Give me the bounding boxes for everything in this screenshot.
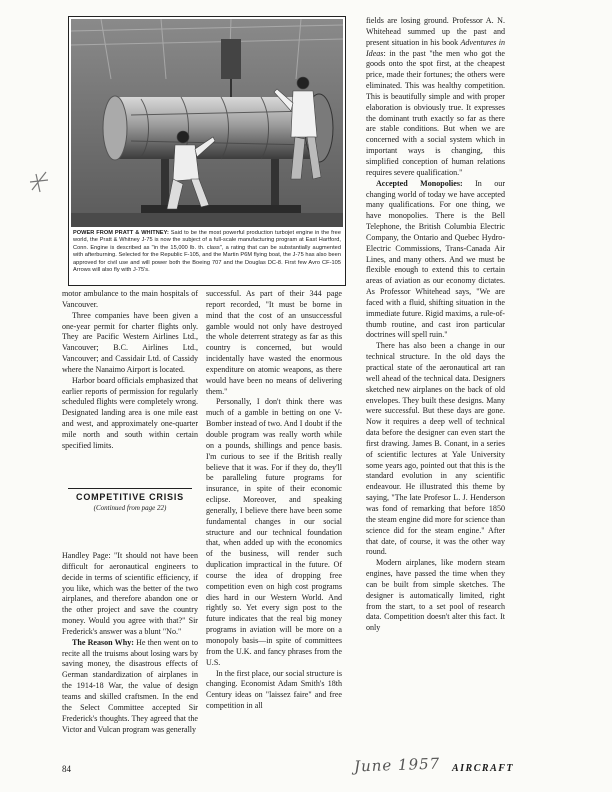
- article-title: COMPETITIVE CRISIS: [76, 492, 184, 502]
- handwritten-date: June 1957: [353, 754, 441, 776]
- engine-photo: [71, 19, 343, 227]
- paragraph-text: : in the past "the men who got the goods onto the spot first, at the cheapest price, made their fortunes; the others were eliminated. This was healthy competition. This is beautifully simple and with proper elaboration is obviously true. It expresses the dominant truth exactly so far as there are stable conditions. But when we are concerned with a social system which in important ways is changing, this simplified conception of human relations requires severe qualification.": [366, 48, 505, 177]
- paragraph: There has also been a change in our technical structure. In the old days the practical state of the aeronautical art ran well ahead of the technical data. Designers sketched new airplanes on the back of old envelopes. They built these designs. Many were successful. But these days are gone. Now it requires a deep well of technical data before the designer can even start the first drawing. James B. Conant, in a series of scientific lectures at Yale University some years ago, pointed out that this is the standard evolution in any scientific endeavour. He illustrated this theme by saying, "The late Profesor L. J. Henderson was fond of remarking that before 1850 the steam engine did more for science than science did for the steam engine." After that date, of course, it was the other way round.: [366, 341, 505, 557]
- paragraph: Harbor board officials emphasized that earlier reports of permission for regularly scheduled flights were completely wrong. Designated landing area is one mile east and west, and approximately one-quarter mile north and south within certain specified limits.: [62, 375, 198, 450]
- book-title: Adventures in Ideas: [366, 37, 505, 58]
- handwritten-mark: [28, 168, 50, 199]
- column-3: [366, 16, 505, 634]
- caption-body: Said to be the most powerful production turbojet engine in the free world, the Pratt & Whitney J-75 is now the subject of a full-scale manufacturing program at East Hartford, Conn. Engine is described as "in the 15,000 lb. th. class", a rating that can be substantially augmented with afterburning. Selected for the Republic F-105, and the Martin P6M flying boat, the J-75 has also been approved for civil use and will power both the Boeing 707 and the Douglas DC-8. First few Avro CF-105 Arrows will also fly with J-75's.: [73, 230, 341, 274]
- article-heading: [62, 488, 198, 518]
- paragraph: [366, 16, 505, 179]
- paragraph: Handley Page: "It should not have been difficult for aeronautical engineers to decide in terms of scientific efficiency, if you like, which was the better of the two airplanes, and therefore abandon one or the other project and save the country money. Would you agree with that?" Sir Frederick's answer was a blunt "No.": [62, 551, 198, 636]
- paragraph: successful. As part of their 344 page report recorded, "It must be borne in mind that the cost of an unsuccessful gamble would not only have destroyed the whole deterrent strategy as far as this country is concerned, but would incidentally have wasted the enormous expenditure on atomic weapons, as there would have been no means of delivering them.": [206, 289, 342, 396]
- magazine-name: AIRCRAFT: [452, 763, 515, 774]
- paragraph: Personally, I don't think there was much of a gamble in betting on one V-Bomber instead of two. And I doubt if the double program was really worth while on a pounds, shillings and pence basis. I'm curious to see if the British really believe that it was. For if they do, they'll be paralleling future programs for insurance, in spite of their economic eclipse. Moreover, and speaking generally, I believe there have been some fundamental changes in our social structure and our technical foundation that, when added up with the economics of the business, will render such duplication impractical in the future. Of course the idea of dropping free competition even on high cost programs dies hard in our Western World. And rightly so. Yet every sign post to the future indicates that the real big money programs in aviation will be more on a monopoly basis—in spite of committees from the U.K. and fancy phrases from the U.S.: [206, 397, 342, 667]
- page-number: 84: [62, 764, 71, 774]
- paragraph: [62, 638, 198, 736]
- photo-figure: [68, 16, 346, 286]
- heading-rule: [68, 488, 192, 489]
- paragraph-text: He then went on to recite all the truisms about losing wars by saving money, the disastrous effects of German standardization of airplanes in the 1914-18 War, the value of design teams and skilled craftsmen. In the end the Select Committee accepted Sir Frederick's thoughts. They agreed that the Victor and Vulcan program was generally: [62, 637, 198, 734]
- paragraph: In the first place, our social structure is changing. Economist Adam Smith's 18th Century ideas on "laissez faire" and free competition in all: [206, 668, 342, 711]
- run-in-heading: The Reason Why:: [72, 637, 134, 647]
- paragraph: [366, 179, 505, 342]
- paragraph-text: fields are losing ground. Professor A. N. Whitehead summed up the past and present situation in his book: [366, 16, 505, 47]
- column-1-bottom: [62, 551, 198, 735]
- column-2: [206, 289, 342, 712]
- pencil-mark-icon: [28, 168, 50, 194]
- photo-caption: [73, 230, 341, 274]
- paragraph: Modern airplanes, like modern steam engines, have passed the time when they can be built from simple sketches. The designer is automatically limited, right from the start, to a set pool of research data. Competition doesn't alter this fact. It only: [366, 558, 505, 633]
- continued-note: (Continued from page 22): [93, 504, 167, 512]
- engine-photo-image: [71, 19, 343, 227]
- paragraph: motor ambulance to the main hospitals of Vancouver.: [62, 289, 198, 309]
- run-in-heading: Accepted Monopolies:: [376, 178, 463, 188]
- paragraph: Three companies have been given a one-year permit for charter flights only. They are Pacific Western Airlines Ltd., Vancouver; B.C. Airlines Ltd., Vancouver; and Cassidair Ltd. of Cassidy where the Nanaimo Airport is located.: [62, 310, 198, 374]
- caption-lead: POWER FROM PRATT & WHITNEY:: [73, 230, 169, 236]
- column-1-top: [62, 289, 198, 452]
- paragraph-text: In our changing world of today we have accepted many qualifications. For one thing, we have monopolies. There is the Bell Telephone, the British Columbia Electric Company, the Ontario and Quebec Hydro-Electric Commissions, Trans-Canada Air Lines, and many others. And we must be flexible enough to extend this to certain areas of aviation as our economy dictates. As Professor Whitehead says, "We are faced with a fluid, shifting situation in the immediate future. Rigid maxims, a rule-of-thumb routine, and cast iron particular doctrines will spell ruin.": [366, 178, 505, 340]
